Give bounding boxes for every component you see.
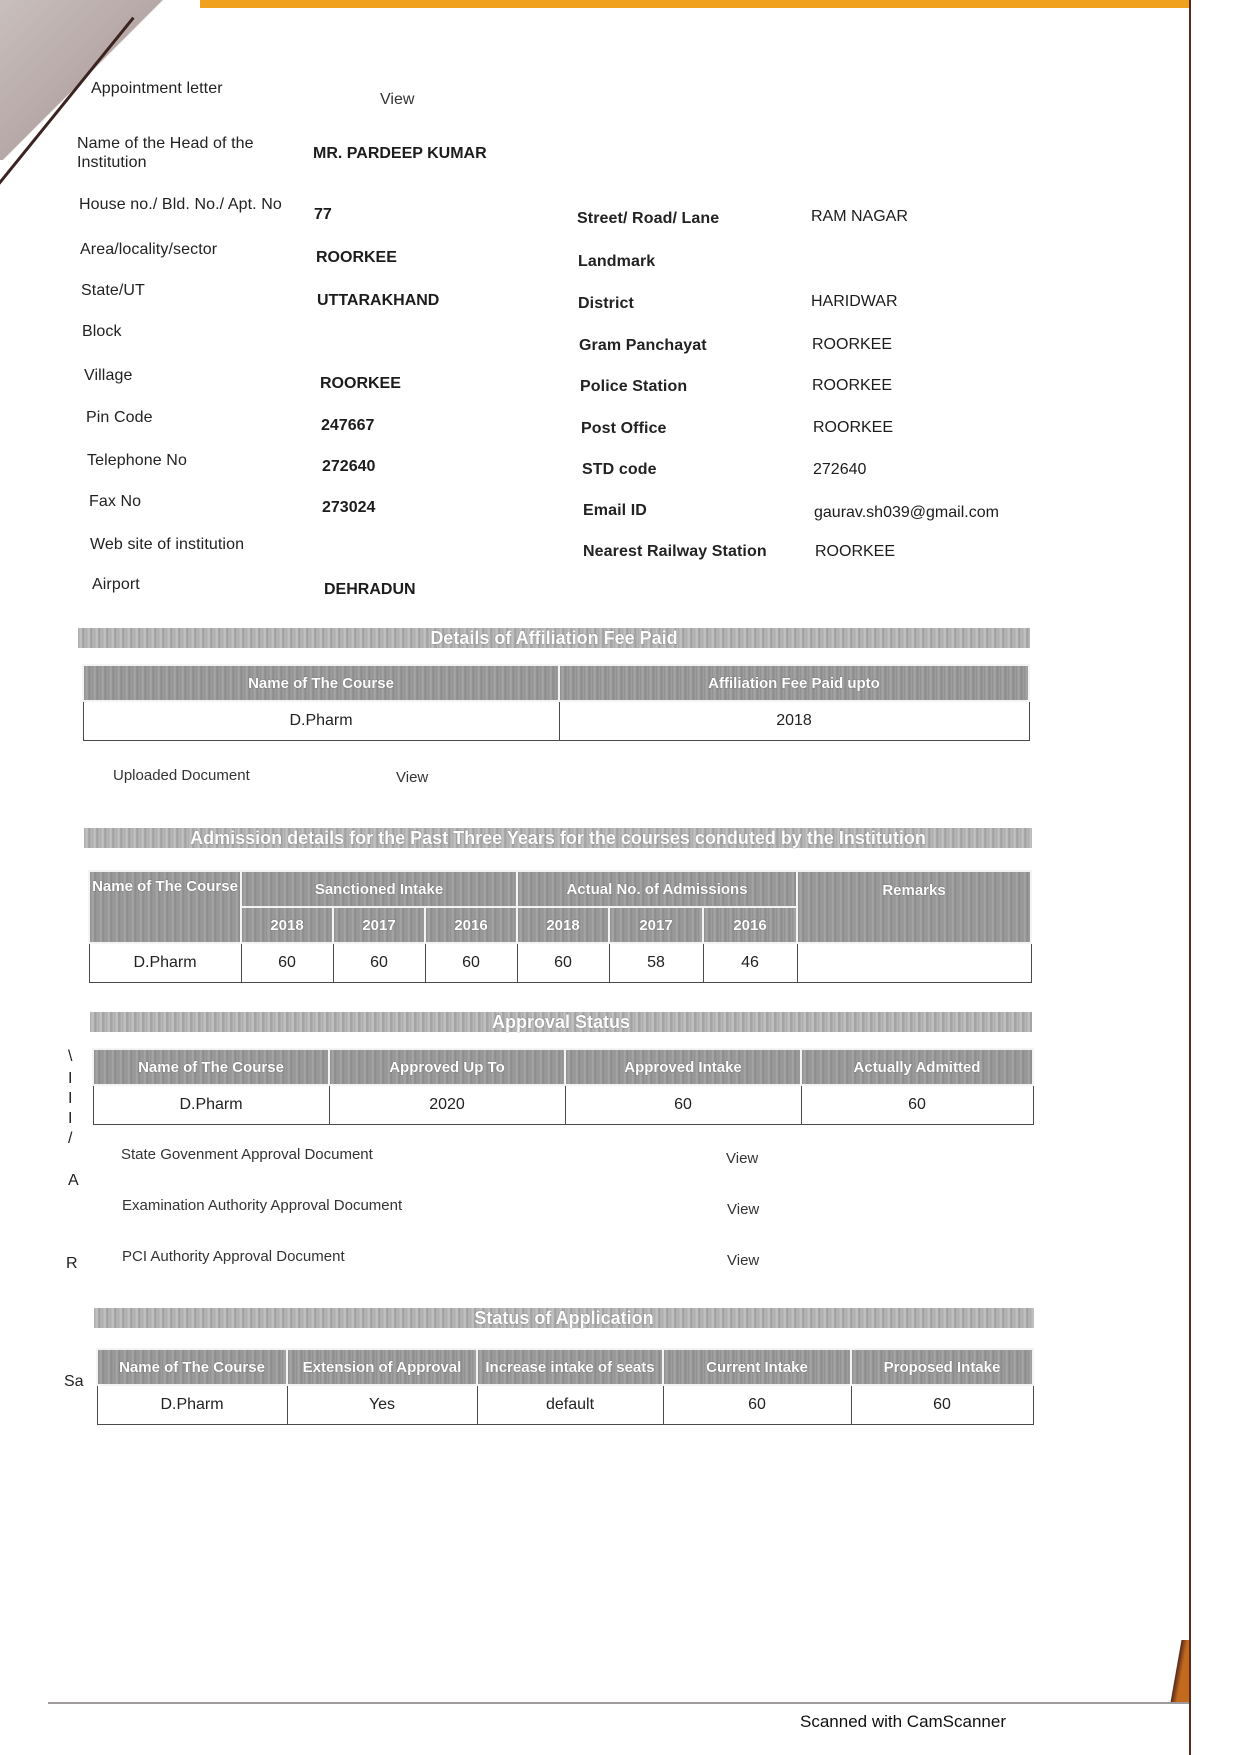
approval-header-up-to: Approved Up To: [329, 1049, 565, 1085]
approval-header-course: Name of The Course: [93, 1049, 329, 1085]
affiliation-fee-cell: 2018: [559, 701, 1029, 741]
background-edge: [170, 0, 1190, 8]
police-station-value: ROORKEE: [812, 377, 893, 394]
application-proposed-cell: 60: [851, 1385, 1033, 1425]
background-corner: [1168, 1640, 1190, 1702]
approval-course-cell: D.Pharm: [93, 1085, 329, 1125]
appointment-letter-label: Appointment letter: [91, 80, 223, 97]
remarks-cell: [797, 943, 1031, 983]
actual-year-2016: 2016: [703, 907, 797, 943]
fax-label: Fax No: [89, 493, 142, 510]
approval-table: [92, 1048, 1034, 1125]
gram-panchayat-value: ROORKEE: [812, 336, 893, 353]
admission-header-course: Name of The Course: [89, 871, 241, 943]
actual-2017-cell: 58: [609, 943, 703, 983]
application-section-title: Status of Application: [94, 1308, 1034, 1328]
fax-value: 273024: [322, 499, 376, 516]
post-office-label: Post Office: [581, 420, 667, 437]
std-code-value: 272640: [813, 461, 867, 478]
margin-mark: I: [68, 1090, 73, 1107]
table-row: [93, 1085, 1033, 1125]
pci-authority-doc-view-link[interactable]: View: [727, 1252, 760, 1269]
affiliation-header-fee: Affiliation Fee Paid upto: [559, 665, 1029, 701]
gram-panchayat-label: Gram Panchayat: [579, 337, 707, 354]
state-label: State/UT: [81, 282, 145, 299]
application-header-row: [97, 1349, 1033, 1385]
sanctioned-year-2018: 2018: [241, 907, 333, 943]
landmark-label: Landmark: [578, 253, 656, 270]
application-table: [96, 1348, 1034, 1425]
head-label-line1: Name of the Head of the: [77, 135, 254, 152]
admission-course-cell: D.Pharm: [89, 943, 241, 983]
uploaded-document-label: Uploaded Document: [113, 767, 250, 784]
table-row: [97, 1385, 1033, 1425]
table-row: [89, 943, 1031, 983]
admission-header-remarks: Remarks: [797, 871, 1031, 943]
camscanner-footer: Scanned with CamScanner: [800, 1712, 1007, 1731]
actual-2016-cell: 46: [703, 943, 797, 983]
application-header-course: Name of The Course: [97, 1349, 287, 1385]
house-no-value: 77: [314, 206, 332, 223]
airport-label: Airport: [92, 576, 140, 593]
block-label: Block: [82, 323, 122, 340]
std-code-label: STD code: [582, 461, 657, 478]
village-label: Village: [84, 367, 133, 384]
actual-year-2017: 2017: [609, 907, 703, 943]
approval-admitted-cell: 60: [801, 1085, 1033, 1125]
state-value: UTTARAKHAND: [317, 292, 440, 309]
post-office-value: ROORKEE: [813, 419, 894, 436]
actual-2018-cell: 60: [517, 943, 609, 983]
pin-code-value: 247667: [321, 417, 375, 434]
margin-mark: R: [66, 1255, 78, 1272]
affiliation-header-course: Name of The Course: [83, 665, 559, 701]
sanctioned-year-2016: 2016: [425, 907, 517, 943]
sanctioned-2016-cell: 60: [425, 943, 517, 983]
pin-code-label: Pin Code: [86, 409, 153, 426]
state-govt-doc-label: State Govenment Approval Document: [121, 1146, 373, 1163]
airport-value: DEHRADUN: [324, 581, 416, 598]
railway-station-value: ROORKEE: [815, 543, 896, 560]
application-header-extension: Extension of Approval: [287, 1349, 477, 1385]
police-station-label: Police Station: [580, 378, 688, 395]
application-course-cell: D.Pharm: [97, 1385, 287, 1425]
application-header-increase: Increase intake of seats: [477, 1349, 663, 1385]
sanctioned-2018-cell: 60: [241, 943, 333, 983]
admission-header-row-1: [89, 871, 1031, 907]
admission-header-actual: Actual No. of Admissions: [517, 871, 797, 907]
uploaded-document-view-link[interactable]: View: [396, 769, 429, 786]
actual-year-2018: 2018: [517, 907, 609, 943]
application-extension-cell: Yes: [287, 1385, 477, 1425]
affiliation-table: [82, 664, 1030, 741]
street-value: RAM NAGAR: [811, 208, 908, 225]
approval-header-admitted: Actually Admitted: [801, 1049, 1033, 1085]
email-value: gaurav.sh039@gmail.com: [814, 504, 999, 521]
district-label: District: [578, 295, 634, 312]
margin-mark: I: [68, 1070, 73, 1087]
admission-header-sanctioned: Sanctioned Intake: [241, 871, 517, 907]
sanctioned-2017-cell: 60: [333, 943, 425, 983]
page-bottom-edge: [48, 1702, 1190, 1704]
application-header-current: Current Intake: [663, 1349, 851, 1385]
exam-authority-doc-label: Examination Authority Approval Document: [122, 1197, 403, 1214]
table-row: [83, 701, 1029, 741]
website-label: Web site of institution: [90, 536, 245, 553]
railway-station-label: Nearest Railway Station: [583, 543, 767, 560]
head-name-value: MR. PARDEEP KUMAR: [313, 145, 487, 162]
admission-table: [88, 870, 1032, 983]
telephone-label: Telephone No: [87, 452, 187, 469]
page-right-edge: [1189, 0, 1240, 1755]
area-label: Area/locality/sector: [80, 241, 218, 258]
street-label: Street/ Road/ Lane: [577, 210, 720, 227]
affiliation-section-title: Details of Affiliation Fee Paid: [78, 628, 1030, 648]
approval-intake-cell: 60: [565, 1085, 801, 1125]
district-value: HARIDWAR: [811, 293, 898, 310]
approval-header-intake: Approved Intake: [565, 1049, 801, 1085]
admission-section-title: Admission details for the Past Three Years for the courses conduted by the Institution: [84, 828, 1032, 848]
appointment-view-link[interactable]: View: [380, 91, 415, 108]
margin-mark: I: [68, 1110, 73, 1127]
head-label-line2: Institution: [77, 154, 147, 171]
email-label: Email ID: [583, 502, 647, 519]
margin-mark: /: [68, 1130, 73, 1147]
margin-mark: \: [68, 1048, 73, 1065]
house-no-label: House no./ Bld. No./ Apt. No: [79, 196, 282, 213]
telephone-value: 272640: [322, 458, 376, 475]
application-header-proposed: Proposed Intake: [851, 1349, 1033, 1385]
state-govt-doc-view-link[interactable]: View: [726, 1150, 759, 1167]
margin-mark: Sa: [64, 1373, 84, 1390]
exam-authority-doc-view-link[interactable]: View: [727, 1201, 760, 1218]
approval-up-to-cell: 2020: [329, 1085, 565, 1125]
approval-header-row: [93, 1049, 1033, 1085]
area-value: ROORKEE: [316, 249, 397, 266]
approval-section-title: Approval Status: [90, 1012, 1032, 1032]
affiliation-course-cell: D.Pharm: [83, 701, 559, 741]
margin-mark: A: [68, 1172, 79, 1189]
affiliation-header-row: [83, 665, 1029, 701]
village-value: ROORKEE: [320, 375, 401, 392]
sanctioned-year-2017: 2017: [333, 907, 425, 943]
application-current-cell: 60: [663, 1385, 851, 1425]
pci-authority-doc-label: PCI Authority Approval Document: [122, 1248, 345, 1265]
application-increase-cell: default: [477, 1385, 663, 1425]
